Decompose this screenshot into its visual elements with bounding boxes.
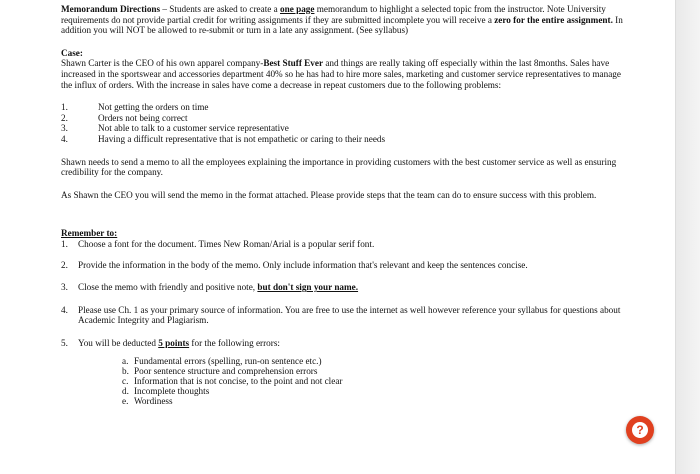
dont-sign-emphasis: but don't sign your name. [257,282,359,293]
intro-text-2: memorandum to highlight a selected topic from the instructor. Note University requirements do not provide partial credit for writing assignments if they are submitted incomplete you will receive a [61,4,606,25]
list-number: 3. [61,123,68,134]
memo-directions [61,4,631,418]
list-text: Provide the information in the body of the memo. Only include information that's relevant and keep the sentences concise. [78,259,528,270]
step5-text-1: You will be deducted [78,337,159,348]
list-text: Wordiness [134,396,173,407]
help-button[interactable] [626,416,654,444]
list-letter: e. [122,396,129,407]
list-number: 2. [61,112,68,123]
case-text-1: Shawn Carter is the CEO of his own apparel company- [61,58,264,69]
list-text: Poor sentence structure and comprehension errors [134,366,318,377]
problem-list [61,102,631,144]
list-item [61,260,631,271]
list-number: 4. [61,304,68,315]
step5-text-2: for the following errors: [189,337,280,348]
list-item [61,239,631,250]
points-emphasis: 5 points [158,337,190,348]
remember-heading: Remember to: [61,228,118,239]
list-number: 1. [61,238,68,249]
error-list [122,356,631,406]
list-text: Having a difficult representative that is not empathetic or caring to their needs [98,133,386,144]
one-page-emphasis: one page [280,4,315,14]
intro-paragraph [61,4,631,36]
list-item [61,123,631,134]
page-edge [675,0,700,474]
list-item [122,356,631,366]
list-text: Not able to talk to a customer service representative [98,123,289,134]
intro-text-1: – Students are asked to create a [160,4,280,14]
list-item [122,386,631,396]
list-number: 3. [61,282,68,293]
list-item [61,134,631,145]
list-item [61,305,631,326]
case-text-2: and things are really taking off especially within the last 8months. Sales have increased in the sportswear and accessories department 40% so he has had to hire more sales, marketing and customer service representatives to manage the influx of orders. With the increase in sales have come a decrease in repeat customers due to the following problems: [61,58,621,90]
list-item [61,338,631,407]
list-text: Not getting the orders on time [98,102,209,113]
list-text: Orders not being correct [98,112,188,123]
list-item [122,366,631,376]
zero-warning: zero for the entire assignment. [494,14,613,25]
intro-text-3: In addition you will NOT be allowed to re-submit or turn in a late any assignment. (See syllabus) [61,14,623,36]
list-text: Please use Ch. 1 as your primary source of information. You are free to use the internet as well however reference your syllabus for questions about Academic Integrity and Plagiarism. [78,304,621,326]
list-item [61,282,631,293]
list-number: 4. [61,133,68,144]
format-paragraph: As Shawn the CEO you will send the memo in the format attached. Please provide steps that the team can do to ensure success with this problem. [61,189,597,200]
company-name: Best Stuff Ever [263,58,324,69]
remember-list [61,239,631,407]
list-letter: c. [122,376,129,387]
list-number: 2. [61,259,68,270]
list-item [61,113,631,124]
case-paragraph [61,58,631,90]
list-text: Incomplete thoughts [134,386,210,397]
list-number: 1. [61,102,68,113]
list-text: Choose a font for the document. Times New Roman/Arial is a popular serif font. [78,238,375,249]
list-text: Information that is not concise, to the point and not clear [134,376,343,387]
list-letter: b. [122,366,129,377]
list-item [122,396,631,406]
question-mark-icon: ? [632,422,648,438]
list-item [122,376,631,386]
case-heading: Case: [61,47,83,58]
list-text [78,338,631,407]
list-item [61,102,631,113]
intro-label: Memorandum Directions [61,4,161,14]
list-text: Fundamental errors (spelling, run-on sentence etc.) [134,356,322,367]
list-letter: a. [122,356,129,367]
list-text [78,282,631,293]
list-number: 5. [61,337,68,348]
list-letter: d. [122,386,129,397]
memo-paragraph: Shawn needs to send a memo to all the employees explaining the importance in providing customers with the best customer service as well as ensuring credibility for the company. [61,156,617,178]
step3-text: Close the memo with friendly and positive note, [78,282,258,293]
